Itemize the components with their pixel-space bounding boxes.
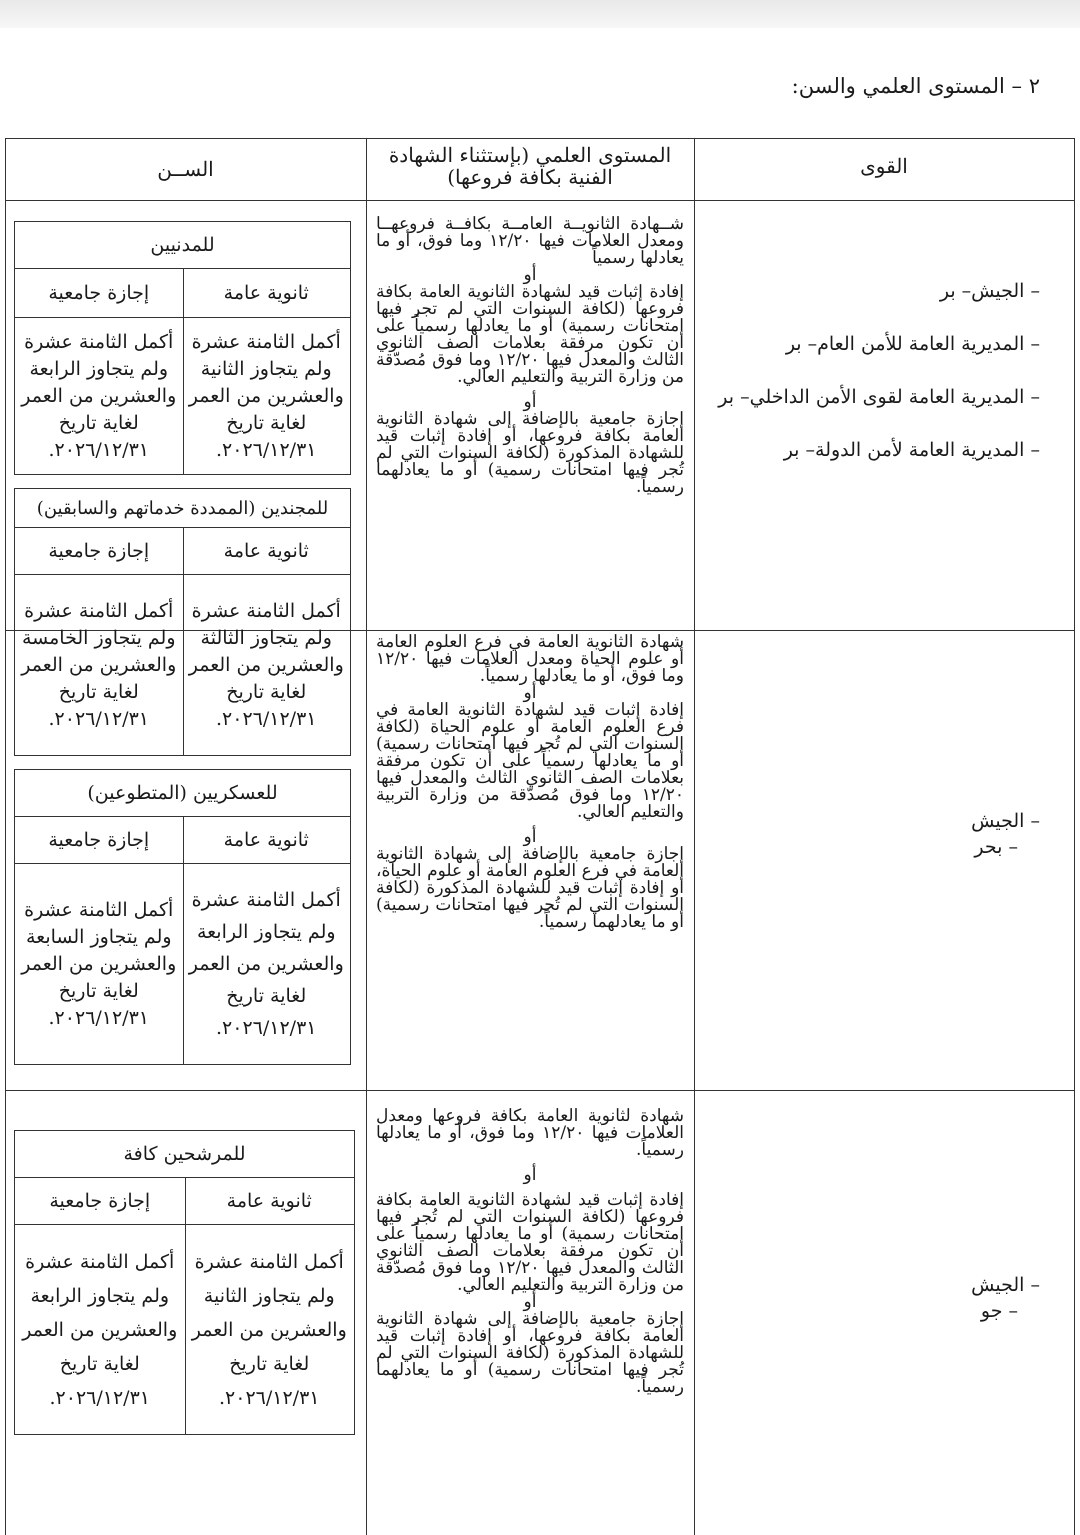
col-secondary-label: ثانوية عامة: [223, 282, 309, 304]
age-university-cell: أكمل الثامنة عشرة ولم يتجاوز الخامسة والعشرين من العمر لغاية تاريخ ٢٠٢٦/١٢/٣١.: [21, 599, 177, 730]
row2-education: [376, 634, 684, 931]
section-heading: ٢ – المستوى العلمي والسن:: [791, 74, 1040, 98]
education-option: شهادة لثانوية العامة بكافة فروعها ومعدل العلامات فيها ١٢/٢٠ وما فوق، أو ما يعادلها رسمياً.: [376, 1106, 684, 1160]
col-secondary-label: ثانوية عامة: [223, 829, 309, 851]
age-secondary-cell: أكمل الثامنة عشرة ولم يتجاوز الثانية والعشرين من العمر لغاية تاريخ ٢٠٢٦/١٢/٣١.: [188, 330, 344, 461]
scan-top-band: [0, 0, 1080, 28]
education-option: إجازة جامعية بالإضافة إلى شهادة الثانوية العامة في فرع العلوم العامة أو علوم الحياة، أو إفادة إثبات قيد للشهادة المذكورة (لكافة السنوات التي لم تُجر فيها امتحانات رسمية) أو ما يعادلهما رسمياً.: [376, 844, 684, 932]
header-education: المستوى العلمي (بإستثناء الشهادة الفنية بكافة فروعها): [388, 143, 672, 189]
age-box-title: للعسكريين (المتطوعين): [15, 770, 350, 817]
col-secondary-label: ثانوية عامة: [226, 1190, 312, 1212]
force-item: – المديرية العامة لأمن الدولة– بر: [783, 439, 1040, 461]
education-option: إفادة إثبات قيد لشهادة الثانوية العامة بكافة فروعها (لكافة السنوات التي لم تجر فيها امتحانات رسمية) أو ما يعادلها رسمياً على أن تكون مرفقة بعلامات الصف الثانوي الثالث والمعدل فيها ١٢/٢٠ وما فوق مُصدّقة من وزارة التربية والتعليم العالي.: [376, 282, 684, 387]
row3-forces: [971, 1272, 1040, 1351]
age-secondary-cell: أكمل الثامنة عشرة ولم يتجاوز الثالثة والعشرين من العمر لغاية تاريخ ٢٠٢٦/١٢/٣١.: [188, 599, 344, 730]
force-item: – الجيش– بر: [939, 280, 1040, 302]
row2-bottom-border: [5, 1090, 1075, 1091]
table-right-border: [1074, 138, 1075, 1535]
col-divider-forces: [694, 138, 695, 1535]
education-option: إجازة جامعية بالإضافة إلى شهادة الثانوية العامة بكافة فروعها، أو إفادة إثبات قيد للشهادة المذكورة (لكافة السنوات التي لم تُجر فيها امتحانات رسمية) أو ما يعادلهما رسمياً.: [376, 1309, 684, 1397]
table-top-border: [5, 138, 1075, 139]
or-separator: أو: [523, 1292, 537, 1312]
col-secondary-label: ثانوية عامة: [223, 540, 309, 562]
col-divider-age: [366, 138, 367, 1535]
age-secondary-cell: أكمل الثامنة عشرة ولم يتجاوز الثانية والعشرين من العمر لغاية تاريخ ٢٠٢٦/١٢/٣١.: [191, 1250, 347, 1409]
age-box-civilians: [14, 221, 351, 475]
col-university-label: إجازة جامعية: [49, 1190, 151, 1212]
or-separator: أو: [523, 265, 537, 285]
force-item: – المديرية العامة للأمن العام– بر: [785, 333, 1040, 355]
or-separator: أو: [523, 827, 537, 847]
or-separator: أو: [523, 1165, 537, 1185]
education-option: شــهادة الثانويــة العامــة بكافــة فروعهــا ومعدل العلامات فيها ١٢/٢٠ وما فوق، أو ما يعادلها رسمياً: [376, 214, 684, 268]
force-item: – الجيش: [971, 1274, 1040, 1296]
force-item: – جو: [980, 1300, 1018, 1322]
row3-education: [376, 1108, 684, 1396]
age-university-cell: أكمل الثامنة عشرة ولم يتجاوز الرابعة والعشرين من العمر لغاية تاريخ ٢٠٢٦/١٢/٣١.: [21, 330, 177, 461]
force-item: – بحر: [974, 836, 1018, 858]
header-age: الســن: [157, 157, 214, 181]
force-item: – الجيش: [971, 810, 1040, 832]
row2-forces: [971, 808, 1040, 887]
row1-education: [376, 216, 684, 496]
row1-forces: [718, 278, 1040, 490]
age-university-cell: أكمل الثامنة عشرة ولم يتجاوز السابعة والعشرين من العمر لغاية تاريخ ٢٠٢٦/١٢/٣١.: [21, 898, 177, 1029]
col-university-label: إجازة جامعية: [48, 282, 150, 304]
age-box-title: للمرشحين كافة: [15, 1131, 354, 1178]
header-forces: القوى: [860, 154, 908, 178]
age-box-all-candidates: [14, 1130, 355, 1435]
or-separator: أو: [523, 392, 537, 412]
header-bottom-border: [5, 200, 1075, 201]
age-box-title: للمجندين (الممددة خدماتهم والسابقين): [15, 489, 350, 528]
or-separator: أو: [523, 683, 537, 703]
age-box-soldiers: [14, 769, 351, 1065]
education-option: إفادة إثبات قيد لشهادة الثانوية العامة في فرع العلوم العامة أو علوم الحياة (لكافة السنوات التي لم تُجر فيها امتحانات رسمية) أو ما يعادلها رسمياً على أن تكون مرفقة بعلامات الصف الثانوي الثالث والمعدل فيها ١٢/٢٠ وما فوق مُصدّقة من وزارة التربية والتعليم العالي.: [376, 700, 684, 822]
col-university-label: إجازة جامعية: [48, 829, 150, 851]
col-university-label: إجازة جامعية: [48, 540, 150, 562]
education-option: إجازة جامعية بالإضافة إلى شهادة الثانوية العامة بكافة فروعها، أو إفادة إثبات قيد للشهادة المذكورة (لكافة السنوات التي لم تُجر فيها امتحانات رسمية) أو ما يعادلهما رسمياً.: [376, 409, 684, 497]
education-option: شهادة الثانوية العامة في فرع العلوم العامة أو علوم الحياة ومعدل العلامات فيها ١٢/٢٠ وما فوق، أو ما يعادلها رسمياً.: [376, 632, 684, 686]
age-box-title: للمدنيين: [15, 222, 350, 269]
age-secondary-cell: أكمل الثامنة عشرة ولم يتجاوز الرابعة والعشرين من العمر لغاية تاريخ ٢٠٢٦/١٢/٣١.: [188, 889, 344, 1039]
age-box-conscripts: [14, 488, 351, 756]
table-left-border: [5, 138, 6, 1535]
age-university-cell: أكمل الثامنة عشرة ولم يتجاوز الرابعة والعشرين من العمر لغاية تاريخ ٢٠٢٦/١٢/٣١.: [22, 1250, 178, 1409]
force-item: – المديرية العامة لقوى الأمن الداخلي– بر: [718, 386, 1040, 408]
education-option: إفادة إثبات قيد لشهادة الثانوية العامة بكافة فروعها (لكافة السنوات التي لم تُجر فيها امتحانات رسمية) أو ما يعادلها رسمياً على أن تكون مرفقة بعلامات الصف الثانوي الثالث والمعدل فيها ١٢/٢٠ وما فوق مُصدّقة من وزارة التربية والتعليم العالي.: [376, 1190, 684, 1295]
